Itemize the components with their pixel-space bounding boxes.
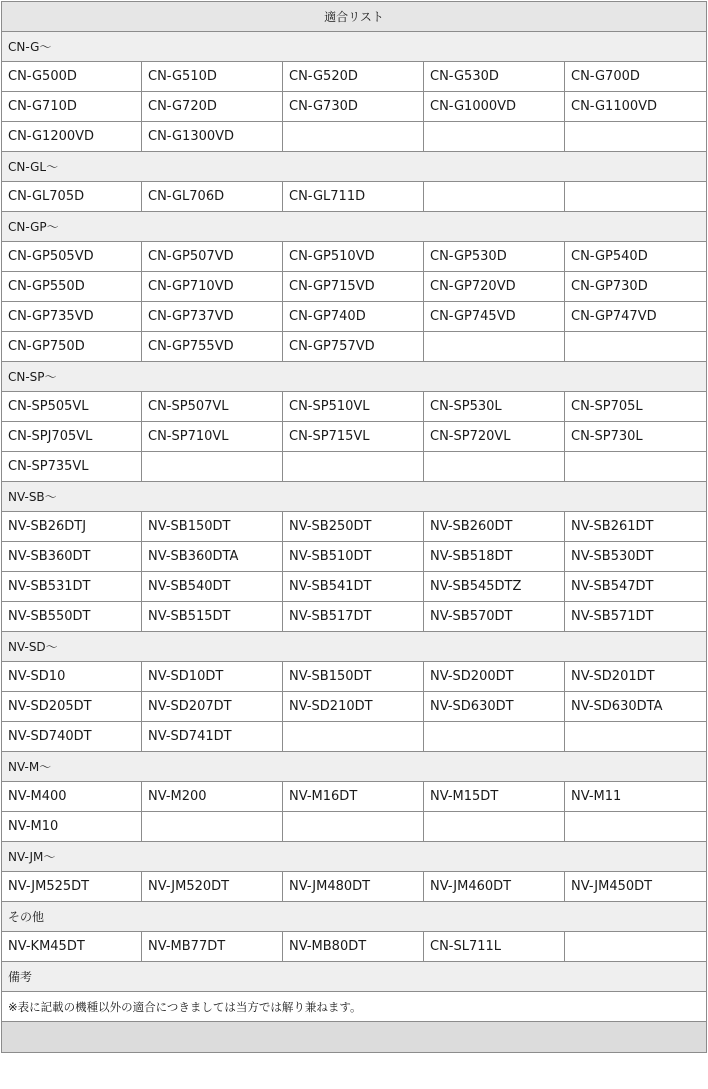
model-row (2, 182, 707, 212)
model-cell: CN-GP550D (2, 272, 142, 302)
model-cell: NV-SB360DT (2, 542, 142, 572)
model-cell: CN-GP757VD (283, 332, 424, 362)
model-cell: CN-GP710VD (142, 272, 283, 302)
model-cell: CN-GP750D (2, 332, 142, 362)
empty-cell (565, 722, 707, 752)
model-cell: CN-GP510VD (283, 242, 424, 272)
model-cell: CN-SL711L (424, 932, 565, 962)
model-cell: NV-KM45DT (2, 932, 142, 962)
model-cell: NV-SD205DT (2, 692, 142, 722)
group-heading: CN-G～ (2, 32, 707, 62)
model-cell: CN-G1100VD (565, 92, 707, 122)
model-row (2, 692, 707, 722)
model-row (2, 452, 707, 482)
group-heading: NV-SD～ (2, 632, 707, 662)
model-row (2, 512, 707, 542)
model-cell: CN-G700D (565, 62, 707, 92)
group-heading-row (2, 752, 707, 782)
model-cell: CN-SP510VL (283, 392, 424, 422)
model-cell: NV-SD10 (2, 662, 142, 692)
model-cell: CN-SP715VL (283, 422, 424, 452)
model-cell: CN-GL706D (142, 182, 283, 212)
model-row (2, 932, 707, 962)
model-row (2, 242, 707, 272)
model-cell: NV-SB530DT (565, 542, 707, 572)
remarks-heading: 備考 (2, 962, 707, 992)
model-cell: CN-SP705L (565, 392, 707, 422)
model-cell: NV-SB545DTZ (424, 572, 565, 602)
model-row (2, 542, 707, 572)
model-cell: NV-SB360DTA (142, 542, 283, 572)
model-cell: CN-GP505VD (2, 242, 142, 272)
group-heading-row (2, 632, 707, 662)
model-cell: NV-SB570DT (424, 602, 565, 632)
model-cell: CN-SP730L (565, 422, 707, 452)
model-cell: NV-SD630DT (424, 692, 565, 722)
model-cell: CN-G710D (2, 92, 142, 122)
model-cell: NV-M10 (2, 812, 142, 842)
group-heading-row (2, 212, 707, 242)
group-heading: CN-GP～ (2, 212, 707, 242)
model-cell: NV-MB80DT (283, 932, 424, 962)
group-heading: CN-SP～ (2, 362, 707, 392)
empty-cell (283, 722, 424, 752)
model-cell: NV-SB250DT (283, 512, 424, 542)
remarks-text-row (2, 992, 707, 1022)
empty-cell (142, 812, 283, 842)
model-cell: NV-M200 (142, 782, 283, 812)
model-cell: NV-SB260DT (424, 512, 565, 542)
empty-cell (424, 722, 565, 752)
empty-cell (424, 182, 565, 212)
model-cell: NV-SD10DT (142, 662, 283, 692)
empty-cell (565, 812, 707, 842)
model-cell: CN-G720D (142, 92, 283, 122)
model-cell: CN-G1300VD (142, 122, 283, 152)
model-row (2, 722, 707, 752)
group-heading: NV-SB～ (2, 482, 707, 512)
model-cell: CN-SP530L (424, 392, 565, 422)
model-cell: NV-SD741DT (142, 722, 283, 752)
empty-cell (565, 122, 707, 152)
model-cell: NV-SD207DT (142, 692, 283, 722)
model-cell: NV-M15DT (424, 782, 565, 812)
model-row (2, 332, 707, 362)
model-cell: CN-G1000VD (424, 92, 565, 122)
model-cell: CN-G530D (424, 62, 565, 92)
model-row (2, 302, 707, 332)
remarks-text: ※表に記載の機種以外の適合につきましては当方では解り兼ねます。 (2, 992, 707, 1022)
group-heading-row (2, 362, 707, 392)
model-cell: CN-G520D (283, 62, 424, 92)
empty-cell (424, 452, 565, 482)
model-cell: NV-SB518DT (424, 542, 565, 572)
empty-cell (565, 182, 707, 212)
model-cell: CN-GL705D (2, 182, 142, 212)
model-row (2, 422, 707, 452)
model-cell: NV-SD200DT (424, 662, 565, 692)
model-cell: CN-SP720VL (424, 422, 565, 452)
group-heading-row (2, 482, 707, 512)
model-cell: CN-GL711D (283, 182, 424, 212)
model-cell: CN-GP720VD (424, 272, 565, 302)
group-heading-row (2, 152, 707, 182)
model-cell: CN-GP745VD (424, 302, 565, 332)
model-row (2, 812, 707, 842)
model-cell: NV-SB541DT (283, 572, 424, 602)
model-cell: CN-SPJ705VL (2, 422, 142, 452)
model-cell: CN-GP755VD (142, 332, 283, 362)
model-cell: NV-SB531DT (2, 572, 142, 602)
model-cell: NV-SB261DT (565, 512, 707, 542)
model-cell: NV-SD740DT (2, 722, 142, 752)
title-row (2, 2, 707, 32)
model-cell: CN-SP507VL (142, 392, 283, 422)
model-cell: CN-G510D (142, 62, 283, 92)
empty-cell (283, 812, 424, 842)
model-cell: CN-SP735VL (2, 452, 142, 482)
model-row (2, 572, 707, 602)
model-cell: CN-GP747VD (565, 302, 707, 332)
model-cell: NV-JM525DT (2, 872, 142, 902)
model-cell: CN-GP540D (565, 242, 707, 272)
group-heading-row (2, 32, 707, 62)
model-cell: CN-GP530D (424, 242, 565, 272)
model-cell: CN-G500D (2, 62, 142, 92)
model-cell: NV-SD630DTA (565, 692, 707, 722)
empty-cell (142, 452, 283, 482)
empty-cell (565, 452, 707, 482)
model-cell: NV-SD201DT (565, 662, 707, 692)
footer-row (2, 1022, 707, 1053)
model-cell: CN-GP740D (283, 302, 424, 332)
empty-cell (565, 932, 707, 962)
model-cell: NV-SB571DT (565, 602, 707, 632)
model-cell: CN-G1200VD (2, 122, 142, 152)
compatibility-table (1, 1, 707, 1053)
empty-cell (424, 812, 565, 842)
model-cell: CN-G730D (283, 92, 424, 122)
model-row (2, 602, 707, 632)
group-heading: その他 (2, 902, 707, 932)
group-heading-row (2, 842, 707, 872)
group-heading: NV-JM～ (2, 842, 707, 872)
model-row (2, 782, 707, 812)
model-cell: CN-GP715VD (283, 272, 424, 302)
model-row (2, 92, 707, 122)
table-title: 適合リスト (2, 2, 707, 32)
model-row (2, 392, 707, 422)
empty-cell (283, 452, 424, 482)
model-cell: CN-GP737VD (142, 302, 283, 332)
model-cell: NV-SD210DT (283, 692, 424, 722)
empty-cell (424, 332, 565, 362)
model-row (2, 872, 707, 902)
model-cell: NV-SB26DTJ (2, 512, 142, 542)
group-heading: NV-M～ (2, 752, 707, 782)
model-cell: NV-M11 (565, 782, 707, 812)
model-cell: CN-GP735VD (2, 302, 142, 332)
model-cell: CN-GP507VD (142, 242, 283, 272)
model-row (2, 272, 707, 302)
model-cell: NV-M16DT (283, 782, 424, 812)
model-cell: NV-SB550DT (2, 602, 142, 632)
empty-cell (565, 332, 707, 362)
footer-bar (2, 1022, 707, 1053)
model-cell: NV-SB150DT (283, 662, 424, 692)
model-cell: NV-M400 (2, 782, 142, 812)
group-heading-row (2, 902, 707, 932)
model-cell: CN-SP710VL (142, 422, 283, 452)
model-row (2, 122, 707, 152)
remarks-heading-row (2, 962, 707, 992)
compatibility-table-body (2, 2, 707, 1053)
model-cell: NV-SB540DT (142, 572, 283, 602)
model-cell: NV-SB547DT (565, 572, 707, 602)
model-cell: NV-JM450DT (565, 872, 707, 902)
model-cell: NV-SB515DT (142, 602, 283, 632)
model-cell: NV-JM520DT (142, 872, 283, 902)
model-cell: NV-JM480DT (283, 872, 424, 902)
model-cell: CN-GP730D (565, 272, 707, 302)
model-cell: NV-JM460DT (424, 872, 565, 902)
model-row (2, 62, 707, 92)
model-cell: NV-SB517DT (283, 602, 424, 632)
model-cell: CN-SP505VL (2, 392, 142, 422)
model-cell: NV-SB150DT (142, 512, 283, 542)
model-row (2, 662, 707, 692)
model-cell: NV-MB77DT (142, 932, 283, 962)
group-heading: CN-GL～ (2, 152, 707, 182)
empty-cell (283, 122, 424, 152)
empty-cell (424, 122, 565, 152)
model-cell: NV-SB510DT (283, 542, 424, 572)
